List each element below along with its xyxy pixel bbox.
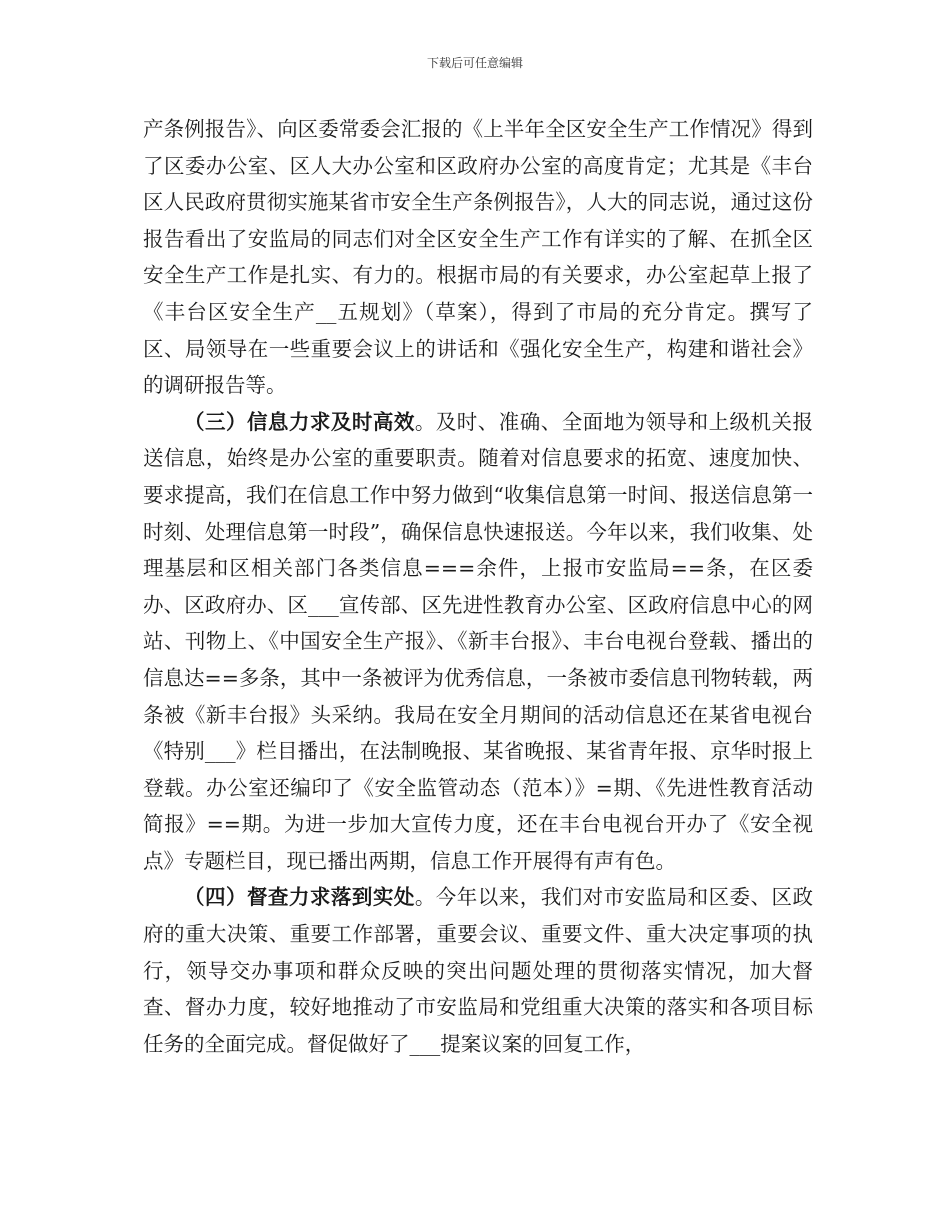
document-body [143, 111, 813, 1062]
paragraph-continuation [143, 111, 813, 404]
paragraph-text: 。及时、准确、全面地为领导和上级机关报送信息，始终是办公室的重要职责。随着对信息要求的拓宽、速度加快、要求提高，我们在信息工作中努力做到“收集信息第一时间、报送信息第一时刻、处理信息第一时段”，确保信息快速报送。今年以来，我们收集、处理基层和区相关部门各类信息===余件，上报市安监局==条，在区委办、区政府办、区___宣传部、区先进性教育办公室、区政府信息中心的网站、刊物上、《中国安全生产报》、《新丰台报》、丰台电视台登载、播出的信息达==多条，其中一条被评为优秀信息，一条被市委信息刊物转载，两条被《新丰台报》头采纳。我局在安全月期间的活动信息还在某省电视台《特别___》栏目播出，在法制晚报、某省晚报、某省青年报、京华时报上登载。办公室还编印了《安全监管动态（范本）》=期、《先进性教育活动简报》==期。为进一步加大宣传力度，还在丰台电视台开办了《安全视点》专题栏目，现已播出两期，信息工作开展得有声有色。 [143, 409, 814, 873]
paragraph-supervision [143, 879, 813, 1062]
paragraph-text: 产条例报告》、向区委常委会汇报的《上半年全区安全生产工作情况》得到了区委办公室、区人大办公室和区政府办公室的高度肯定；尤其是《丰台区人民政府贯彻实施某省市安全生产条例报告》，人大的同志说，通过这份报告看出了安监局的同志们对全区安全生产工作有详实的了解、在抓全区安全生产工作是扎实、有力的。根据市局的有关要求，办公室起草上报了《丰台区安全生产__五规划》（草案），得到了市局的充分肯定。撰写了区、局领导在一些重要会议上的讲话和《强化安全生产，构建和谐社会》的调研报告等。 [143, 117, 813, 398]
page-header-note: 下载后可任意编辑 [426, 56, 523, 70]
section-heading-information: （三）信息力求及时高效 [184, 409, 415, 434]
paragraph-text: 。今年以来，我们对市安监局和区委、区政府的重大决策、重要工作部署，重要会议、重要文件、重大决定事项的执行，领导交办事项和群众反映的突出问题处理的贯彻落实情况，加大督查、督办力度，较好地推动了市安监局和党组重大决策的落实和各项目标任务的全面完成。督促做好了___提案议案的回复工作， [143, 885, 814, 1056]
section-heading-supervision: （四）督查力求落到实处 [184, 885, 415, 910]
paragraph-information [143, 404, 813, 880]
